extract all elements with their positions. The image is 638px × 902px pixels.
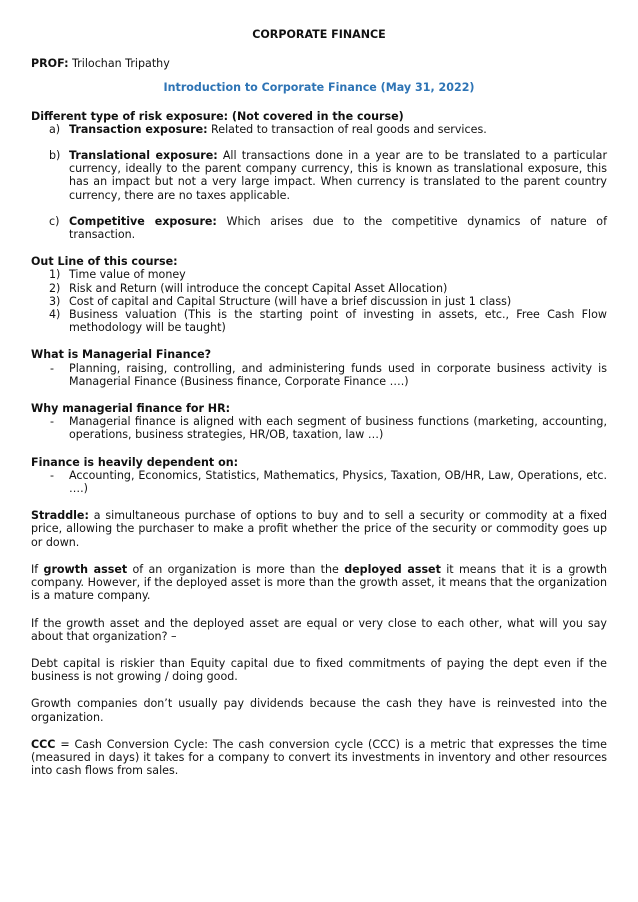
definition: All transactions done in a year are to be translated to a particular currency, ideally to the parent company currency, this is known as translational exposure, this has an impact but not a very large impact. When currency is translated to the parent country currency, there are no taxes applicable. (69, 149, 608, 202)
list-marker: c) (49, 214, 60, 228)
term: CCC (31, 737, 56, 751)
risk-section (31, 110, 607, 242)
document-title: CORPORATE FINANCE (252, 28, 386, 41)
definition: Which arises due to the competitive dynamics of nature of transaction. (69, 214, 607, 242)
outline-section (31, 255, 607, 334)
list-item-text: Risk and Return (will introduce the concept Capital Asset Allocation) (69, 281, 448, 295)
text-run: of an organization is more than the (127, 562, 345, 576)
term: Straddle: (31, 509, 89, 523)
list-item (31, 362, 607, 388)
list-item (31, 123, 607, 136)
outline-heading: Out Line of this course: (31, 255, 178, 269)
term: growth asset (43, 562, 128, 576)
managerial-heading: What is Managerial Finance? (31, 348, 212, 362)
list-marker: 4) (49, 308, 61, 322)
managerial-section (31, 348, 607, 388)
professor-label: PROF: (31, 57, 69, 71)
risk-list (31, 123, 607, 241)
growth-paragraph (31, 563, 607, 603)
list-item-text: Business valuation (This is the starting point of investing in assets, etc., Free Cash Flow methodology will be taught) (69, 308, 607, 335)
list-item-text: Planning, raising, controlling, and administering funds used in corporate business activity is Managerial Finance (Business finance, Corporate Finance ….) (69, 361, 607, 388)
professor-name: Trilochan Tripathy (68, 57, 170, 71)
term: deployed asset (344, 562, 441, 576)
list-item (31, 415, 607, 441)
question-paragraph: If the growth asset and the deployed asset are equal or very close to each other, what will you say about that organization? – (31, 616, 607, 643)
list-item (31, 282, 607, 295)
hr-heading: Why managerial finance for HR: (31, 402, 231, 416)
dividends-paragraph: Growth companies don’t usually pay dividends because the cash they have is reinvested into the organization. (31, 697, 607, 724)
text-run: it means that it is a growth company. However, if the deployed asset is more than the growth asset, it means that the organization is a mature company. (31, 562, 607, 603)
list-item-text: Cost of capital and Capital Structure (will have a brief discussion in just 1 class) (69, 294, 512, 308)
definition: = Cash Conversion Cycle: The cash conversion cycle (CCC) is a metric that expresses the time (measured in days) it takes for a company to convert its investments in inventory and other resources into cash flows from sales. (31, 737, 607, 778)
dependent-heading: Finance is heavily dependent on: (31, 455, 239, 469)
term: Competitive exposure: (69, 214, 217, 228)
professor-line (31, 57, 607, 70)
hr-section (31, 402, 607, 442)
list-item (31, 308, 607, 334)
list-item (31, 215, 607, 241)
list-marker: 2) (49, 281, 61, 295)
dash-marker: - (50, 415, 55, 429)
list-item (31, 268, 607, 281)
debt-paragraph: Debt capital is riskier than Equity capital due to fixed commitments of paying the dept even if the business is not growing / doing good. (31, 656, 607, 684)
text-run: If (31, 562, 44, 576)
list-item (31, 295, 607, 308)
outline-list (31, 268, 607, 334)
list-marker: b) (49, 149, 61, 163)
list-marker: a) (49, 122, 61, 136)
straddle-paragraph (31, 509, 607, 549)
definition: Related to transaction of real goods and services. (207, 122, 487, 136)
list-marker: 3) (49, 294, 61, 308)
risk-heading: Different type of risk exposure: (Not covered in the course) (31, 109, 404, 123)
list-item-text: Time value of money (69, 268, 186, 282)
ccc-paragraph (31, 738, 607, 778)
list-item-text: Accounting, Economics, Statistics, Mathematics, Physics, Taxation, OB/HR, Law, Operations, etc. ….) (69, 468, 607, 496)
dash-marker: - (50, 468, 55, 482)
term: Translational exposure: (69, 149, 218, 163)
lecture-subtitle: Introduction to Corporate Finance (May 31, 2022) (163, 81, 475, 95)
list-marker: 1) (49, 268, 61, 282)
dash-marker: - (50, 361, 55, 375)
definition: a simultaneous purchase of options to buy and to sell a security or commodity at a fixed price, allowing the purchaser to make a profit whether the price of the security or commodity goes up or down. (31, 509, 607, 549)
term: Transaction exposure: (69, 122, 208, 136)
document-page (31, 28, 607, 777)
list-item (31, 469, 607, 495)
list-item-text: Managerial finance is aligned with each segment of business functions (marketing, accounting, operations, business strategies, HR/OB, taxation, law …) (69, 415, 607, 442)
dependent-section (31, 456, 607, 496)
list-item (31, 149, 607, 202)
